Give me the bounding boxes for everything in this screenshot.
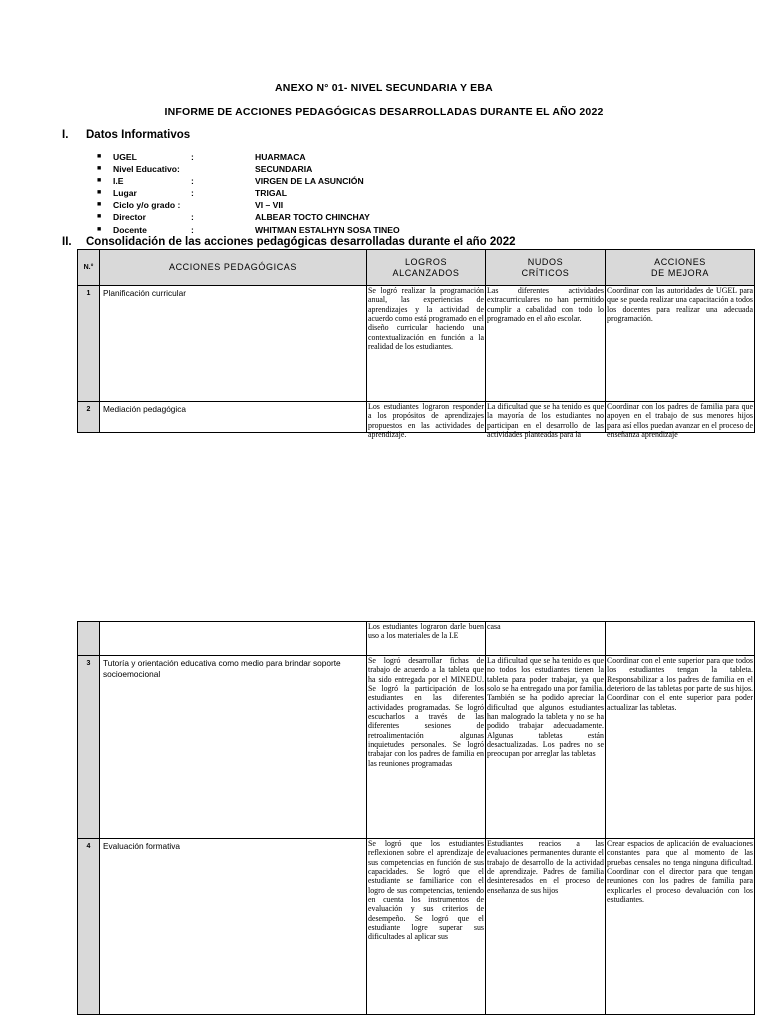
info-item: ■ Ciclo y/o grado : VI – VII <box>97 200 284 211</box>
info-item: ■ I.E : VIRGEN DE LA ASUNCIÓN <box>97 176 364 187</box>
table-row <box>78 839 755 1015</box>
info-item: ■ Nivel Educativo: SECUNDARIA <box>97 164 313 175</box>
row-achievements: Se logró realizar la programación anual, las experiencias de aprendizajes y la actividad de acuerdo como está programado en el diseño curricular haciendo una contextualización en función a la realidad de los estudiantes. <box>367 286 486 402</box>
row-number: 3 <box>78 656 100 839</box>
table-row <box>78 402 755 433</box>
row-improvement: Crear espacios de aplicación de evaluaciones constantes para que al momento de las pruebas censales no tenga ninguna dificultad. Coordinar con el director para que tengan reuniones con los padres de familia para explicarles el proceso devaluación con los estudiantes. <box>606 839 755 1015</box>
header-actions: ACCIONES PEDAGÓGICAS <box>100 250 367 286</box>
table-header-row <box>78 250 755 286</box>
info-item: ■ Director : ALBEAR TOCTO CHINCHAY <box>97 212 370 223</box>
actions-table-page-1 <box>77 249 755 440</box>
table-row <box>78 622 755 656</box>
section-2-number: II. <box>62 236 72 248</box>
row-achievements: Los estudiantes lograron responder a los propósitos de aprendizajes propuestos en las actividades de aprendizaje. <box>368 402 484 440</box>
header-num: N.° <box>78 250 100 286</box>
header-critical: NUDOS CRÍTICOS <box>486 250 606 286</box>
row-number: 2 <box>78 402 100 433</box>
row-number: 1 <box>78 286 100 402</box>
row-achievements: Se logró que los estudiantes reflexionen sobre el aprendizaje de sus competencias en función de sus capacidades. Se logró que el estudiante se familiarice con el logro de sus competencias, teniendo en cuenta los instrumentos de evaluación y sus criterios de desempeño. Se logró que el estudiante logre superar sus dificultades al aplicar sus <box>367 839 486 1015</box>
bullet-icon: ■ <box>97 201 102 209</box>
section-2-heading <box>62 236 516 248</box>
row-achievements: Los estudiantes lograron darle buen uso a los materiales de la I.E <box>367 622 486 656</box>
table-row <box>78 656 755 839</box>
header-improvement: ACCIONES DE MEJORA <box>606 250 755 286</box>
info-item: ■ Lugar : TRIGAL <box>97 188 287 199</box>
row-improvement: Coordinar con los padres de familia para que apoyen en el trabajo de sus menores hijos para así ellos puedan avanzar en el proceso de enseñanza aprendizaje <box>607 402 753 440</box>
bullet-icon: ■ <box>97 189 102 197</box>
row-action: Tutoría y orientación educativa como medio para brindar soporte socioemocional <box>100 656 367 839</box>
bullet-icon: ■ <box>97 213 102 221</box>
info-item: ■ Docente : WHITMAN ESTALHYN SOSA TINEO <box>97 224 400 235</box>
row-number: 4 <box>78 839 100 1015</box>
row-critical: La dificultad que se ha tenido es que la mayoría de los estudiantes no participan en el desarrollo de las actividades planteadas para la <box>487 402 604 440</box>
header-achievements: LOGROS ALCANZADOS <box>367 250 486 286</box>
table-row <box>78 286 755 402</box>
row-action: Mediación pedagógica <box>100 402 367 433</box>
row-action: Planificación curricular <box>100 286 367 402</box>
actions-table-page-2 <box>77 621 755 1015</box>
info-item: ■ UGEL : HUARMACA <box>97 152 306 162</box>
row-critical: Estudiantes reacios a las evaluaciones permanentes durante el trabajo de desarrollo de la actividad de aprendizaje. Padres de familia desinteresados en el proceso de enseñanza de sus hijos <box>486 839 606 1015</box>
row-action <box>100 622 367 656</box>
section-2-title: Consolidación de las acciones pedagógicas desarrolladas durante el año 2022 <box>86 236 516 248</box>
bullet-icon: ■ <box>97 177 102 185</box>
bullet-icon: ■ <box>97 153 102 160</box>
row-critical: La dificultad que se ha tenido es que no todos los estudiantes tienen la tableta para poder trabajar, ya que solo se ha entregado una por familia. También se ha podido apreciar la dificultad que algunos estudiantes han malogrado la tableta y no se ha podido trabajar adecuadamente. Algunas tabletas están desactualizadas. Los padres no se preocupan por arreglar las tabletas <box>486 656 606 839</box>
row-critical: casa <box>486 622 606 656</box>
row-achievements: Se logró desarrollar fichas de trabajo de acuerdo a la tableta que ha sido entregada por el MINEDU. Se logró la participación de los estudiantes en las diferentes actividades programadas. Se logró escucharlos a través de las diferentes sesiones de retroalimentación algunas inquietudes personales. Se logró trabajar con los padres de familia en las reuniones programadas <box>367 656 486 839</box>
row-improvement: Coordinar con el ente superior para que todos los estudiantes tengan la tableta. Responsabilizar a los padres de familia en el deterioro de las tabletas por parte de sus hijos. Coordinar con el ente superior para poder actualizar las tabletas. <box>606 656 755 839</box>
report-title: INFORME DE ACCIONES PEDAGÓGICAS DESARROLLADAS DURANTE EL AÑO 2022 <box>164 106 604 118</box>
row-action: Evaluación formativa <box>100 839 367 1015</box>
section-1-heading <box>62 129 190 141</box>
bullet-icon: ■ <box>97 165 102 173</box>
row-improvement: Coordinar con las autoridades de UGEL para que se pueda realizar una capacitación a todos los docentes para realizar una adecuada programación. <box>606 286 755 402</box>
row-critical: Las diferentes actividades extracurriculares no han permitido cumplir a cabalidad con todo lo programado en el año escolar. <box>486 286 606 402</box>
row-improvement <box>606 622 755 656</box>
bullet-icon: ■ <box>97 225 102 233</box>
section-1-number: I. <box>62 129 69 141</box>
section-1-title: Datos Informativos <box>86 129 191 141</box>
info-list <box>97 151 400 236</box>
row-number <box>78 622 100 656</box>
annex-title: ANEXO N° 01- NIVEL SECUNDARIA Y EBA <box>275 82 493 94</box>
